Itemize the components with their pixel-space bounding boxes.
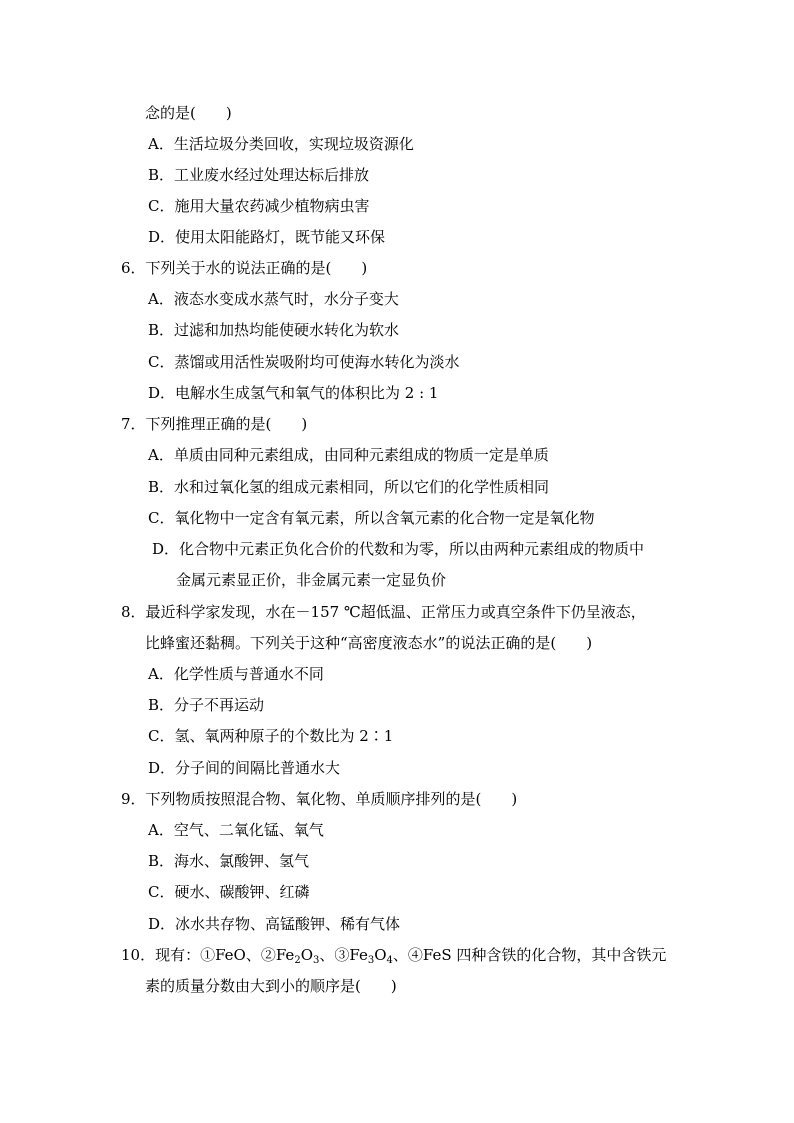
- q5-option-a: A．生活垃圾分类回收，实现垃圾资源化: [148, 135, 414, 153]
- q5-stem-continuation: 念的是( ): [145, 104, 232, 122]
- q6-option-d: D．电解水生成氢气和氧气的体积比为 2 : 1: [148, 384, 439, 402]
- q10-stem-line1: [121, 945, 666, 965]
- q6-option-c: C．蒸馏或用活性炭吸附均可使海水转化为淡水: [148, 353, 460, 371]
- q7-option-d: D．化合物中元素正负化合价的代数和为零，所以由两种元素组成的物质中: [152, 540, 645, 558]
- q10-segment-o: O: [300, 946, 314, 964]
- q10-subscript-3: 3: [313, 955, 320, 966]
- q9-option-d: D．冰水共存物、高锰酸钾、稀有气体: [148, 915, 401, 933]
- q7-option-c: C．氧化物中一定含有氧元素，所以含氧元素的化合物一定是氧化物: [148, 509, 595, 527]
- q8-option-b: B．分子不再运动: [148, 696, 265, 714]
- q8-option-c: C．氢、氧两种原子的个数比为 2∶1: [148, 727, 394, 745]
- q10-stem-prefix: 10．现有：①FeO、②Fe: [121, 946, 295, 964]
- q7-stem: 7．下列推理正确的是( ): [121, 415, 308, 433]
- q5-option-d: D．使用太阳能路灯，既节能又环保: [148, 228, 386, 246]
- q8-stem-line1: 8．最近科学家发现，水在－157 ℃超低温、正常压力或真空条件下仍呈液态，: [121, 603, 646, 621]
- q6-option-a: A．液态水变成水蒸气时，水分子变大: [148, 290, 399, 308]
- q9-option-c: C．硬水、碳酸钾、红磷: [148, 883, 310, 901]
- q10-segment-o2: O: [374, 946, 387, 964]
- q8-option-a: A．化学性质与普通水不同: [148, 665, 324, 683]
- q7-option-a: A．单质由同种元素组成，由同种元素组成的物质一定是单质: [148, 446, 549, 464]
- q5-option-c: C．施用大量农药减少植物病虫害: [148, 197, 370, 215]
- q6-option-b: B．过滤和加热均能使硬水转化为软水: [148, 321, 400, 339]
- q10-stem-line2: 素的质量分数由大到小的顺序是( ): [145, 977, 397, 995]
- q10-stem-suffix: 、④FeS 四种含铁的化合物，其中含铁元: [392, 946, 667, 964]
- q7-option-b: B．水和过氧化氢的组成元素相同，所以它们的化学性质相同: [148, 478, 550, 496]
- q9-option-a: A．空气、二氧化锰、氧气: [148, 821, 324, 839]
- q6-stem: 6．下列关于水的说法正确的是( ): [121, 259, 368, 277]
- q10-subscript-2: 2: [294, 955, 301, 966]
- q10-subscript-3b: 3: [367, 955, 375, 966]
- q7-option-d-continuation: 金属元素显正价，非金属元素一定显负价: [176, 571, 447, 589]
- q10-subscript-4: 4: [386, 955, 393, 966]
- q8-stem-line2: 比蜂蜜还黏稠。下列关于这种“高密度液态水”的说法正确的是( ): [145, 634, 593, 652]
- q8-option-d: D．分子间的间隔比普通水大: [148, 759, 341, 777]
- q5-option-b: B．工业废水经过处理达标后排放: [148, 166, 370, 184]
- q9-stem: 9．下列物质按照混合物、氧化物、单质顺序排列的是( ): [121, 790, 518, 808]
- q9-option-b: B．海水、氯酸钾、氢气: [148, 852, 310, 870]
- q10-segment-3: 、③Fe: [319, 946, 368, 964]
